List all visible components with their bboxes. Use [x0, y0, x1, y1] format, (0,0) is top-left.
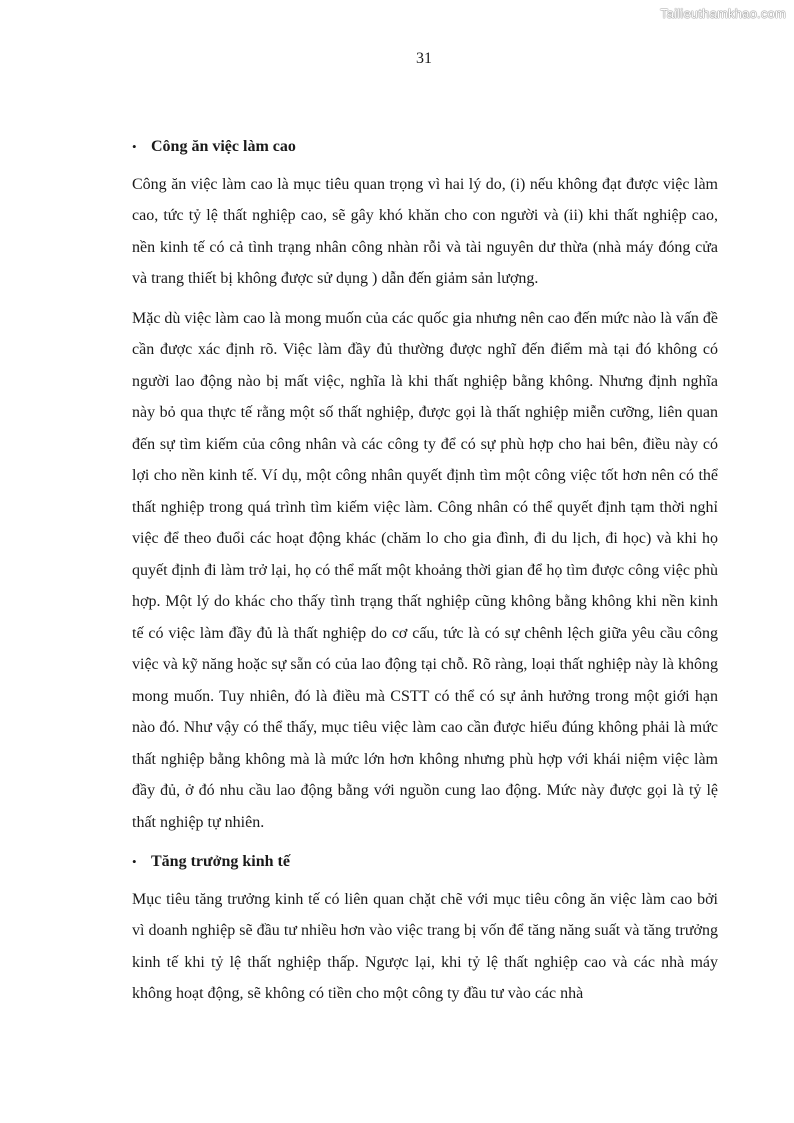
paragraph: Công ăn việc làm cao là mục tiêu quan trọng vì hai lý do, (i) nếu không đạt được việc làm cao, tức tỷ lệ thất nghiệp cao, sẽ gây khó khăn cho con người và (ii) khi thất nghiệp cao, nền kinh tế có cả tình trạng nhân công nhàn rỗi và tài nguyên dư thừa (nhà máy đóng cửa và trang thiết bị không được sử dụng ) dẫn đến giảm sản lượng. [132, 175, 718, 287]
heading-text: Tăng trưởng kinh tế [151, 853, 290, 870]
page-number: 31 [416, 50, 432, 67]
heading-text: Công ăn việc làm cao [151, 138, 296, 155]
section-heading-employment [132, 131, 718, 163]
watermark-text: Tailieuthamkhao.com [660, 6, 786, 21]
bullet-icon: • [132, 139, 137, 154]
bullet-icon: • [132, 854, 137, 869]
section-heading-growth [132, 846, 718, 878]
paragraph: Mặc dù việc làm cao là mong muốn của các quốc gia nhưng nên cao đến mức nào là vấn đề cần được xác định rõ. Việc làm đầy đủ thường được nghĩ đến điểm mà tại đó không có người lao động nào bị mất việc, nghĩa là khi thất nghiệp bằng không. Nhưng định nghĩa này bỏ qua thực tế rằng một số thất nghiệp, được gọi là thất nghiệp miễn cưỡng, liên quan đến sự tìm kiếm của công nhân và các công ty để có sự phù hợp cho hai bên, điều này có lợi cho nền kinh tế. Ví dụ, một công nhân quyết định tìm một công việc tốt hơn nên có thể thất nghiệp trong quá trình tìm kiếm việc làm. Công nhân có thể quyết định tạm thời nghỉ việc để theo đuổi các hoạt động khác (chăm lo cho gia đình, đi du lịch, đi học) và khi họ quyết định đi làm trở lại, họ có thể mất một khoảng thời gian để họ tìm được công việc phù hợp. Một lý do khác cho thấy tình trạng thất nghiệp cũng không bằng không khi nền kinh tế có việc làm đầy đủ là thất nghiệp do cơ cấu, tức là có sự chênh lệch giữa yêu cầu công việc và kỹ năng hoặc sự sẵn có của lao động tại chỗ. Rõ ràng, loại thất nghiệp này là không mong muốn. Tuy nhiên, đó là điều mà CSTT có thể có sự ảnh hưởng trong một giới hạn nào đó. Như vậy có thể thấy, mục tiêu việc làm cao cần được hiểu đúng không phải là mức thất nghiệp bằng không mà là mức lớn hơn không nhưng phù hợp với khái niệm việc làm đầy đủ, ở đó nhu cầu lao động bằng với nguồn cung lao động. Mức này được gọi là tỷ lệ thất nghiệp tự nhiên. [132, 309, 719, 831]
document-body [132, 131, 718, 1018]
paragraph: Mục tiêu tăng trưởng kinh tế có liên quan chặt chẽ với mục tiêu công ăn việc làm cao bởi vì doanh nghiệp sẽ đầu tư nhiều hơn vào việc trang bị vốn để tăng năng suất và tăng trưởng kinh tế khi tỷ lệ thất nghiệp thấp. Ngược lại, khi tỷ lệ thất nghiệp cao và các nhà máy không hoạt động, sẽ không có tiền cho một công ty đầu tư vào các nhà [132, 890, 718, 1002]
